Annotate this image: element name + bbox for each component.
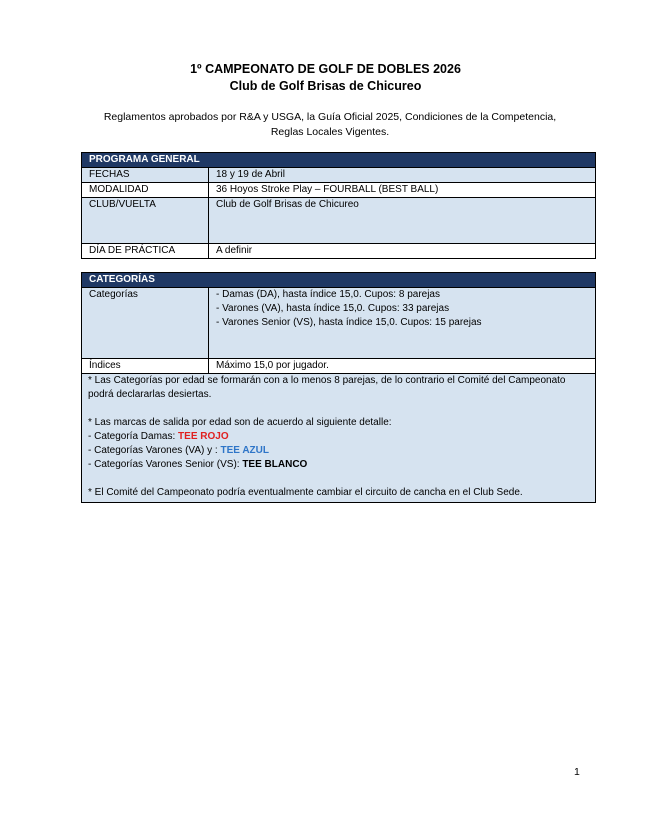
tee-rojo: TEE ROJO — [178, 431, 229, 442]
row-value: Máximo 15,0 por jugador. — [209, 359, 596, 374]
table-row — [82, 168, 596, 183]
table-row — [82, 288, 596, 359]
row-label: DÍA DE PRÁCTICA — [82, 244, 209, 259]
tee-blanco: TEE BLANCO — [242, 459, 308, 470]
categorias-heading: CATEGORÍAS — [82, 273, 596, 288]
table-row — [82, 359, 596, 374]
programa-heading-row — [82, 153, 596, 168]
tee-damas-line — [88, 430, 589, 444]
table-row — [82, 183, 596, 198]
tee-senior-label: - Categorías Varones Senior (VS): — [88, 459, 243, 470]
table-row — [82, 198, 596, 244]
document-title — [0, 61, 651, 95]
notes-cell — [82, 374, 596, 503]
category-item: - Varones (VA), hasta índice 15,0. Cupos: 33 parejas — [216, 303, 450, 314]
regulations-note: Reglamentos aprobados por R&A y USGA, la Guía Oficial 2025, Condiciones de la Competencia, Reglas Locales Vigentes. — [103, 111, 557, 138]
category-item: - Damas (DA), hasta índice 15,0. Cupos: 8 parejas — [216, 289, 440, 300]
row-label: FECHAS — [82, 168, 209, 183]
note-categories: * Las Categorías por edad se formarán con a lo menos 8 parejas, de lo contrario el Comité del Campeonato podrá declararlas desiertas. — [88, 375, 566, 400]
programa-heading: PROGRAMA GENERAL — [82, 153, 596, 168]
row-label: Categorías — [82, 288, 209, 359]
programa-general-table — [81, 152, 596, 259]
row-value: Club de Golf Brisas de Chicureo — [209, 198, 596, 244]
row-value: A definir — [209, 244, 596, 259]
notes-row — [82, 374, 596, 503]
categories-list — [209, 288, 596, 359]
categorias-heading-row — [82, 273, 596, 288]
tee-varones-line — [88, 444, 589, 458]
note-circuit: * El Comité del Campeonato podría eventualmente cambiar el circuito de cancha en el Club Sede. — [88, 487, 523, 498]
row-value: 18 y 19 de Abril — [209, 168, 596, 183]
table-row — [82, 244, 596, 259]
categorias-table — [81, 272, 596, 503]
tee-damas-label: - Categoría Damas: — [88, 431, 179, 442]
row-label: Índices — [82, 359, 209, 374]
row-label: MODALIDAD — [82, 183, 209, 198]
note-tees: * Las marcas de salida por edad son de acuerdo al siguiente detalle: — [88, 417, 392, 428]
tee-varones-label: - Categorías Varones (VA) y : — [88, 445, 221, 456]
row-value: 36 Hoyos Stroke Play – FOURBALL (BEST BALL) — [209, 183, 596, 198]
tee-azul: TEE AZUL — [220, 445, 269, 456]
tee-senior-line — [88, 458, 589, 472]
page-number: 1 — [574, 766, 580, 778]
title-line-1: 1º CAMPEONATO DE GOLF DE DOBLES 2026 — [190, 62, 461, 76]
row-label: CLUB/VUELTA — [82, 198, 209, 244]
category-item: - Varones Senior (VS), hasta índice 15,0. Cupos: 15 parejas — [216, 317, 482, 328]
title-line-2: Club de Golf Brisas de Chicureo — [229, 79, 422, 93]
